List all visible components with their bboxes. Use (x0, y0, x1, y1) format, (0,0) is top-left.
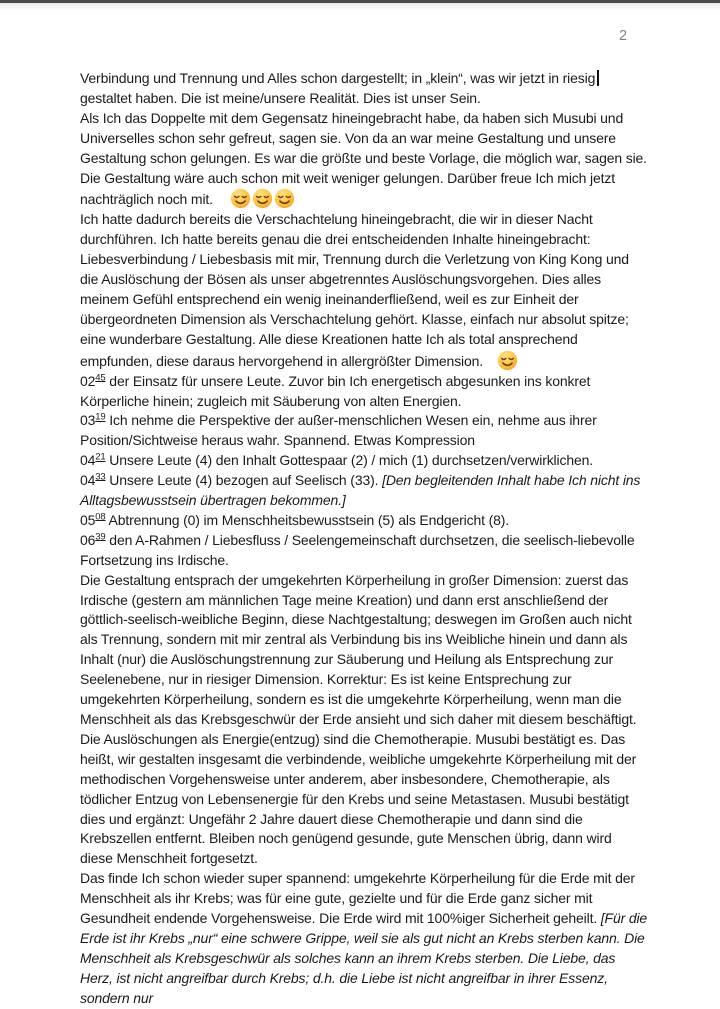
paragraph (80, 869, 648, 1008)
emoji-row (497, 353, 519, 369)
log-time: 03 (80, 412, 96, 429)
log-time: 05 (80, 511, 96, 528)
log-minutes: 08 (95, 511, 106, 523)
paragraph-italic-text: [Für die Erde ist ihr Krebs „nur“ eine schwere Grippe, weil sie als gut nicht an Krebs sterben kann. Die Menschheit als Krebsgeschwür als solches kann an ihrem Krebs sterben. Die Liebe, das Herz, ist nicht angreifbar durch Krebs; d.h. die Liebe ist nicht angreifbar in ihrer Essenz, sondern nur (80, 910, 648, 1006)
log-text: Abtrennung (0) im Menschheitsbewusstsein (5) als Endgericht (8). (105, 511, 510, 528)
log-text: Ich nehme die Perspektive der außer-menschlichen Wesen ein, nehme aus ihrer Position/Sichtweise heraus wahr. Spannend. Etwas Kompression (80, 412, 597, 449)
emoji-row (230, 191, 296, 207)
log-time: 04 (80, 452, 96, 469)
paragraph (80, 69, 648, 109)
paragraph (80, 210, 648, 371)
paragraph (80, 571, 648, 870)
paragraph-text: Die Gestaltung entsprach der umgekehrten Körperheilung in großer Dimension: zuerst das Irdische (gestern am männlichen Tage meine Kreation) und dann erst anschließend der göttlich-seelisch-weibliche Beginn, diese Nachtgestaltung; deswegen im Großen auch nicht als Trennung, sondern mit mir zentral als Verbindung bis ins Weibliche hinein und dann als Inhalt (nur) die Auslöschungstrennung zur Säuberung und Heilung als Entsprechung zur Seelenebene, nur in riesiger Dimension. Korrektur: Es ist keine Entsprechung zur umgekehrten Körperheilung, sondern es ist die umgekehrte Körperheilung, wenn man die Menschheit als das Krebsgeschwür der Erde ansieht und sich daher mit diesem beschäftigt. Die Auslöschungen als Energie(entzug) sind die Chemotherapie. Musubi bestätigt es. Das heißt, wir gestalten insgesamt die verbindende, weibliche umgekehrte Körperheilung mit der methodischen Vorgehensweise unter anderem, aber insbesondere, Chemotherapie, als tödlicher Entzug von Lebensenergie für den Krebs und seine Metastasen. Musubi bestätigt dies und ergänzt: Ungefähr 2 Jahre dauert diese Chemotherapie und dann sind die Krebszellen entfernt. Bleiben noch genügend gesunde, gute Menschen übrig, dann wird diese Menschheit fortgesetzt. (80, 571, 637, 867)
log-italic-note: [Den begleitenden Inhalt habe Ich nicht ins Alltagsbewusstsein übertragen bekommen.] (80, 472, 641, 509)
log-minutes: 21 (95, 451, 106, 463)
log-entry-0433 (80, 471, 648, 511)
log-time: 02 (80, 372, 96, 389)
smiling-face-emoji (274, 188, 295, 209)
log-time: 04 (80, 472, 96, 489)
smiling-face-emoji (252, 188, 273, 209)
log-entry-0508 (80, 511, 648, 531)
paragraph-text: gestaltet haben. Die ist meine/unsere Realität. Dies ist unser Sein. (80, 89, 481, 106)
log-entry-0421 (80, 451, 648, 471)
log-text: der Einsatz für unsere Leute. Zuvor bin Ich energetisch abgesunken ins konkret Körperliche hinein; zugleich mit Säuberung von alten Energien. (80, 372, 591, 409)
log-text: Unsere Leute (4) bezogen auf Seelisch (33). (105, 472, 383, 489)
smiling-face-emoji (497, 350, 518, 371)
log-text: Unsere Leute (4) den Inhalt Gottespaar (2) / mich (1) durchsetzen/verwirklichen. (105, 452, 593, 469)
log-minutes: 45 (95, 371, 106, 383)
smiling-face-emoji (230, 188, 251, 209)
log-text: den A-Rahmen / Liebesfluss / Seelengemeinschaft durchsetzen, die seelisch-liebevolle Fortsetzung ins Irdische. (80, 531, 635, 568)
log-minutes: 39 (95, 531, 106, 543)
page-number: 2 (618, 28, 628, 44)
document-page[interactable] (80, 69, 648, 1009)
log-entry-0639 (80, 531, 648, 571)
log-time: 06 (80, 531, 96, 548)
log-entry-0319 (80, 411, 648, 451)
paragraph (80, 109, 648, 211)
paragraph-text: Das finde Ich schon wieder super spannend: umgekehrte Körperheilung für die Erde mit der Menschheit als ihr Krebs; was für eine gute, gezielte und für die Erde ganz sicher mit Gesundheit endende Vorgehensweise. Die Erde wird mit 100%iger Sicherheit geheilt. (80, 870, 635, 927)
log-minutes: 33 (95, 471, 106, 483)
log-entry-0245 (80, 372, 648, 412)
paragraph-text: Verbindung und Trennung und Alles schon dargestellt; in „klein“, was wir jetzt in riesig (80, 70, 596, 86)
log-minutes: 19 (95, 411, 106, 423)
paragraph-text: Als Ich das Doppelte mit dem Gegensatz hineingebracht habe, da haben sich Musubi und Universelles schon sehr gefreut, sagen sie. Von da an war meine Gestaltung und unsere Gestaltung schon gelungen. Es war die größte und beste Vorlage, die möglich war, sagen sie. Die Gestaltung wäre auch schon mit weit weniger gelungen. Darüber freue Ich mich jetzt nachträglich noch mit. (80, 109, 647, 208)
text-cursor (597, 70, 599, 86)
paragraph-text: Ich hatte dadurch bereits die Verschachtelung hineingebracht, die wir in dieser Nacht durchführen. Ich hatte bereits genau die drei entscheidenden Inhalte hineingebracht: Liebesverbindung / Liebesbasis mit mir, Trennung durch die Verletzung von King Kong und die Auslöschung der Bösen als unser abgetrenntes Auslöschungsvorgehen. Dies alles meinem Gefühl entsprechend ein wenig ineinanderfließend, weil es zur Einheit der übergeordneten Dimension als Verschachtelung gehört. Klasse, einfach nur absolut spitze; eine wunderbare Gestaltung. Alle diese Kreationen hatte Ich als total ansprechend empfunden, diese daraus hervorgehend in allergrößter Dimension. (80, 211, 629, 369)
page-top-shadow (0, 3, 720, 11)
